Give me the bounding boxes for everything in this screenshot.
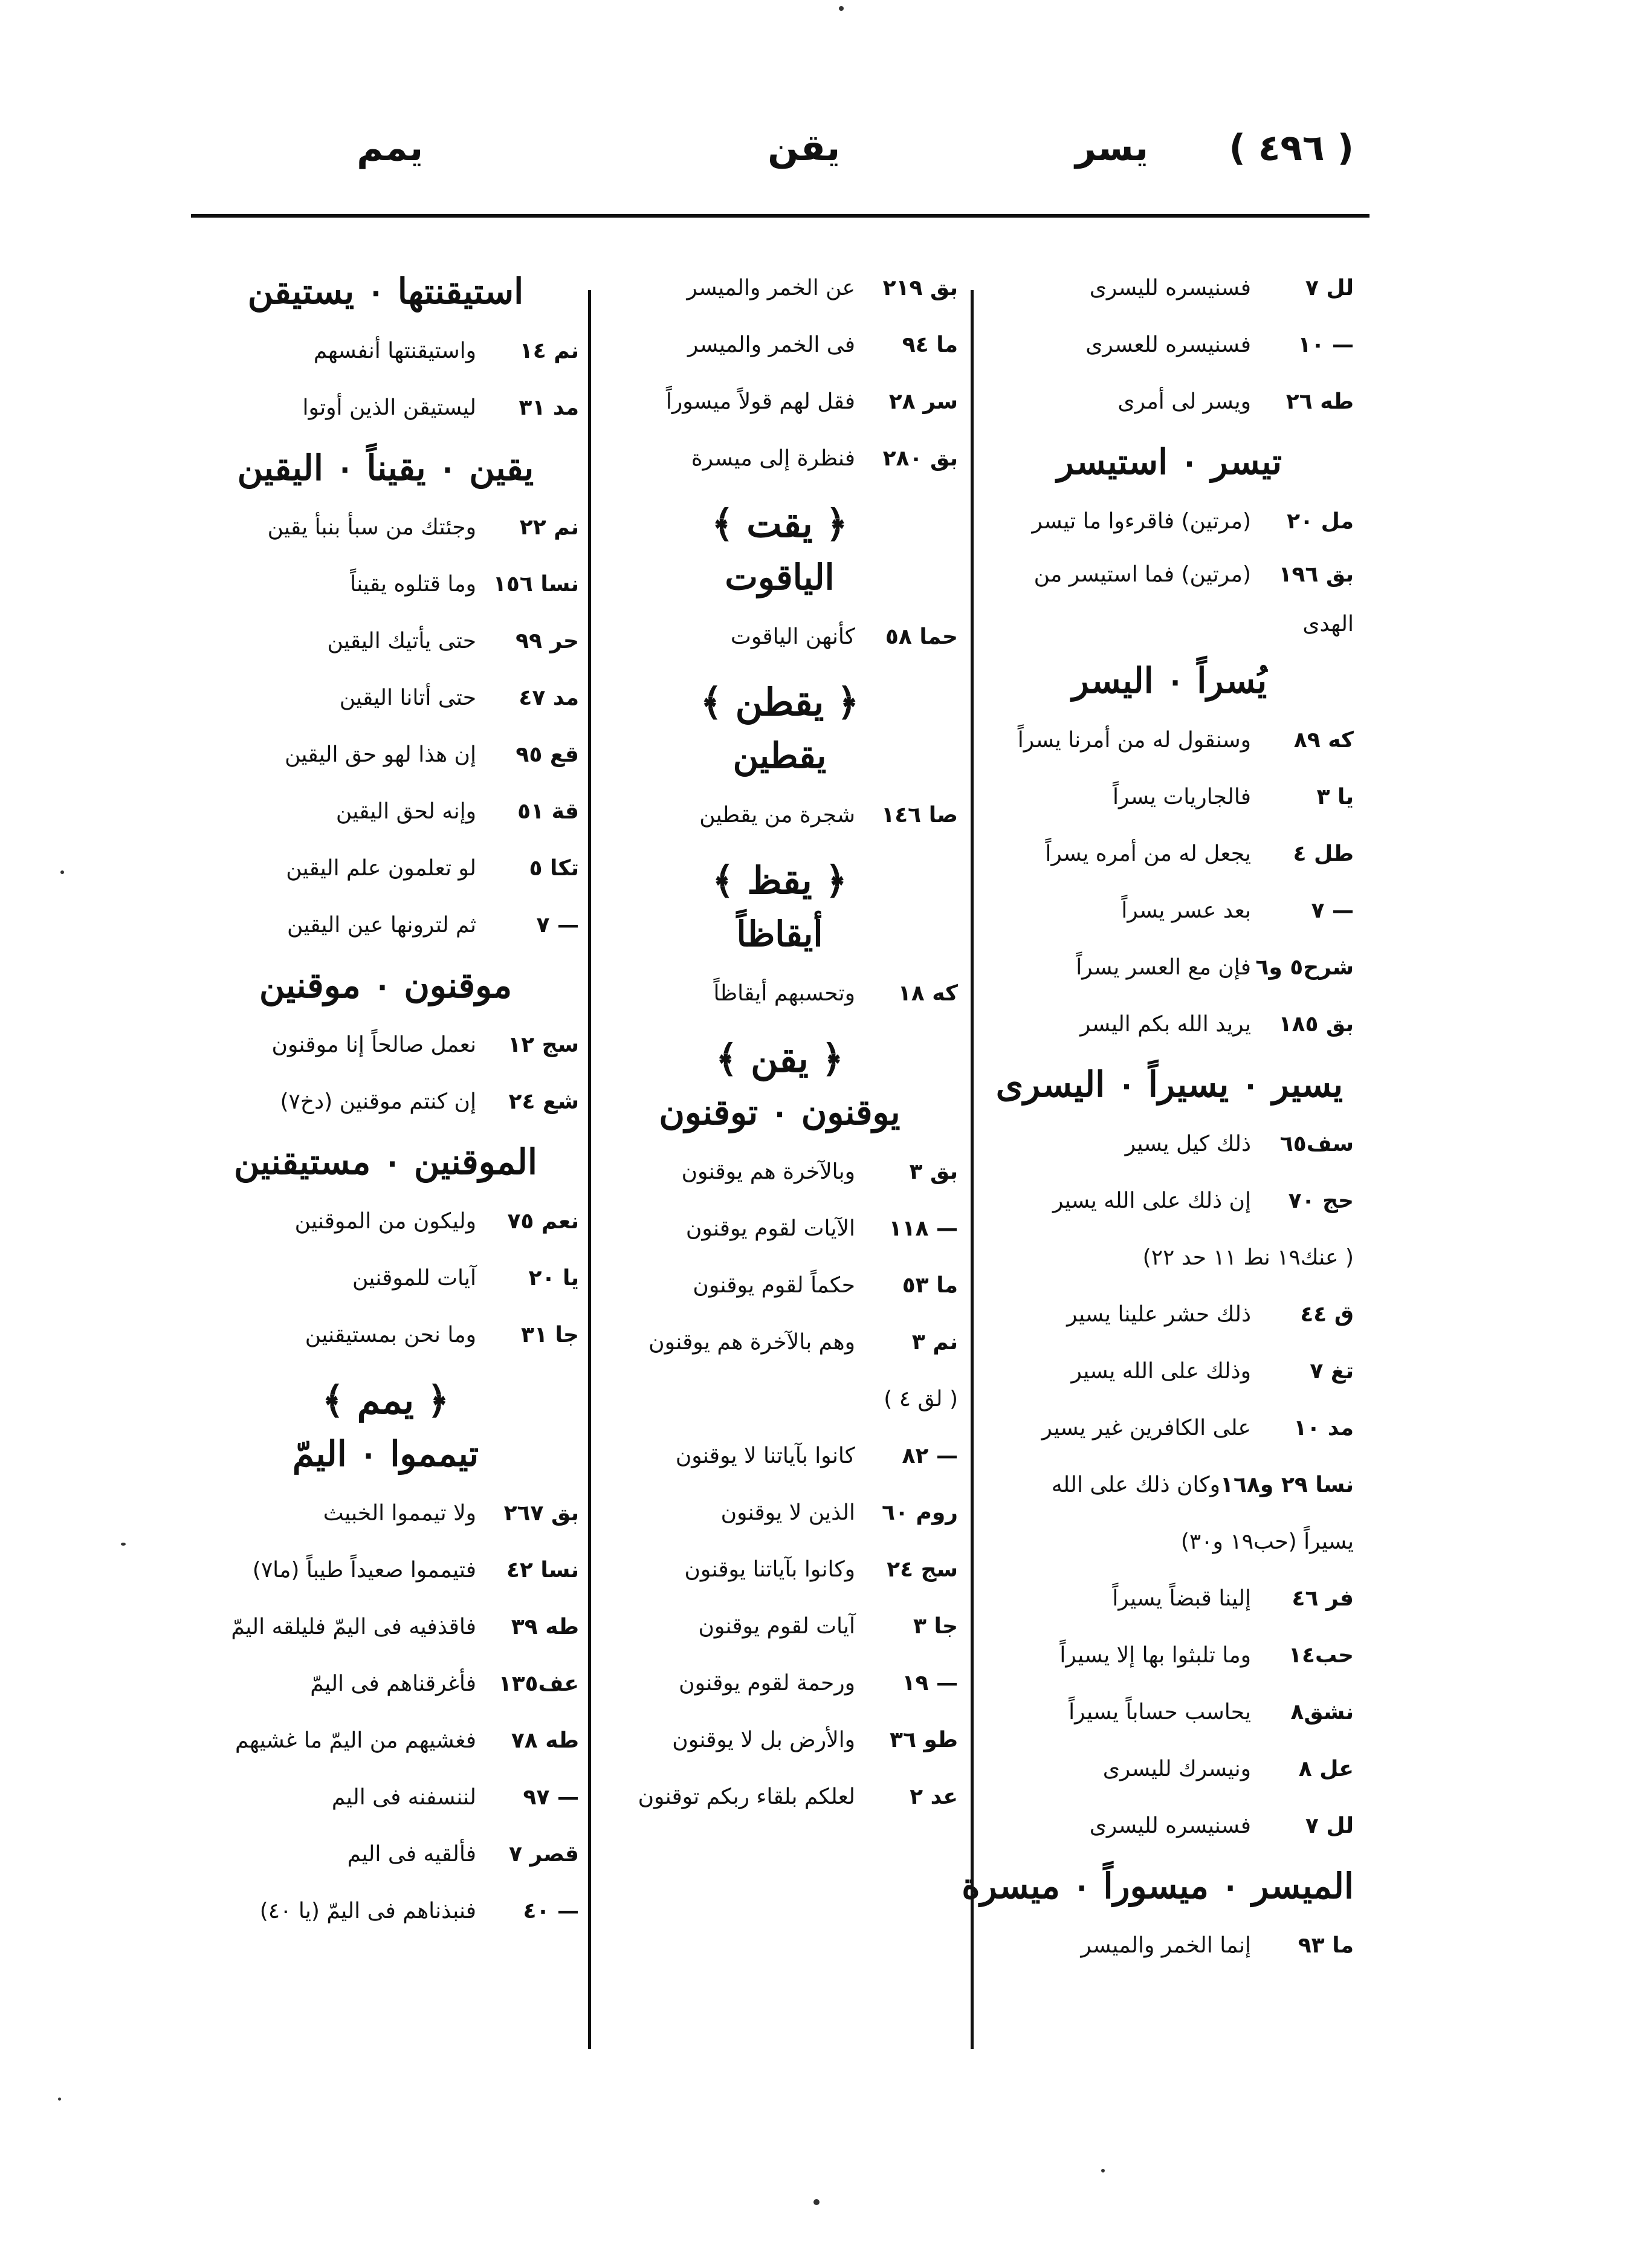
entry-ref: — ١٠ bbox=[1298, 332, 1354, 357]
entry bbox=[192, 897, 579, 954]
entry bbox=[601, 1485, 958, 1541]
entry-ref: طه ٢٦ bbox=[1285, 389, 1354, 414]
entry bbox=[601, 1712, 958, 1769]
entry-text: عن الخمر والميسر bbox=[687, 276, 855, 300]
entry bbox=[985, 1798, 1354, 1855]
entry bbox=[985, 1917, 1354, 1974]
entry-text: وتحسبهم أيقاظاً bbox=[713, 981, 855, 1006]
entry-text: فأغرقناهم فى اليمّ bbox=[310, 1671, 476, 1696]
entry-ref: جا ٣ bbox=[913, 1614, 958, 1639]
entry-text: ( عنك١٩ نط ١١ حد ٢٢) bbox=[1142, 1245, 1354, 1270]
scan-speck bbox=[58, 2098, 61, 2101]
entry-ref: ما ٩٤ bbox=[902, 332, 958, 357]
entry bbox=[985, 1116, 1354, 1173]
entry-continuation bbox=[985, 1230, 1354, 1286]
word-heading: تيمموا ٠ اليمّ bbox=[292, 1433, 479, 1474]
word-heading: استيقنتها ٠ يستيقن bbox=[247, 271, 524, 312]
entry-text: وليكون من الموقنين bbox=[294, 1209, 476, 1234]
scan-speck bbox=[1101, 2169, 1105, 2172]
entry-text: لو تعلمون علم اليقين bbox=[286, 856, 476, 881]
entry bbox=[192, 783, 579, 840]
root-heading: ﴿ يقطن ﴾ bbox=[700, 680, 859, 724]
entry-text: (مرتين) فما استيسر من الهدى bbox=[1033, 562, 1354, 637]
entry-ref: ما ٩٣ bbox=[1298, 1933, 1354, 1958]
entry bbox=[985, 996, 1354, 1053]
entry-text: وجئتك من سبأ بنبأ يقين bbox=[267, 515, 476, 540]
entry-ref: ق ٤٤ bbox=[1300, 1302, 1354, 1327]
entry-text: ونيسرك لليسرى bbox=[1102, 1757, 1251, 1781]
scan-speck bbox=[121, 1543, 126, 1546]
entry bbox=[601, 260, 958, 317]
entry-text: فالجاريات يسراً bbox=[1112, 785, 1251, 809]
entry-ref: قع ٩٥ bbox=[516, 742, 579, 767]
entry-text: إن كنتم موقنين (دخ٧) bbox=[280, 1089, 476, 1114]
entry-ref: نسا ٢٩ و١٦٨ bbox=[1220, 1473, 1354, 1497]
entry-ref: طو ٣٦ bbox=[890, 1728, 958, 1752]
entry-text: على الكافرين غير يسير bbox=[1041, 1416, 1251, 1440]
entry-ref: كه ١٨ bbox=[897, 981, 958, 1006]
entry bbox=[985, 1400, 1354, 1457]
entry-text: إلينا قبضاً يسيراً bbox=[1112, 1586, 1251, 1611]
entry bbox=[192, 1017, 579, 1074]
entry-ref: مل ٢٠ bbox=[1287, 509, 1354, 534]
entry bbox=[985, 1627, 1354, 1684]
entry-ref: لل ٧ bbox=[1305, 1813, 1354, 1838]
entry-ref: نسا ٤٢ bbox=[506, 1558, 579, 1583]
word-heading: يوقنون ٠ توقنون bbox=[659, 1092, 901, 1133]
entry-ref: عف١٣٥ bbox=[498, 1671, 579, 1696]
entry bbox=[985, 712, 1354, 769]
entry bbox=[601, 787, 958, 844]
entry bbox=[192, 1193, 579, 1250]
entry-text: فنظرة إلى ميسرة bbox=[691, 446, 855, 471]
entry-ref: بق ٣ bbox=[909, 1159, 958, 1184]
entry-text: ذلك حشر علينا يسير bbox=[1067, 1302, 1251, 1327]
entry-text: ولا تيمموا الخبيث bbox=[323, 1501, 476, 1526]
entry-ref: ﻟﻞ ٧ bbox=[1305, 276, 1354, 300]
entry-text: وذلك على الله يسير bbox=[1071, 1359, 1251, 1384]
word-heading: الميسر ٠ ميسوراً ٠ ميسرة bbox=[962, 1865, 1354, 1907]
root-heading: ﴿ يقت ﴾ bbox=[711, 502, 848, 546]
entry-text: يريد الله بكم اليسر bbox=[1080, 1012, 1251, 1037]
entry-text: فقل لهم قولاً ميسوراً bbox=[665, 389, 855, 414]
entry-ref: — ٨٢ bbox=[902, 1443, 958, 1468]
header-root-right: يسر bbox=[1075, 127, 1148, 169]
entry-text: وبالآخرة هم يوقنون bbox=[681, 1159, 855, 1184]
entry bbox=[985, 939, 1354, 996]
entry-text: فسنيسره لليسرى bbox=[1089, 276, 1251, 300]
entry bbox=[192, 1542, 579, 1599]
entry-ref: صا ١٤٦ bbox=[881, 803, 958, 828]
entry bbox=[192, 556, 579, 613]
entry-ref: سج ٢٤ bbox=[887, 1557, 958, 1582]
entry-text: آيات للموقنين bbox=[352, 1266, 476, 1291]
entry-text: ثم لترونها عين اليقين bbox=[286, 913, 476, 938]
entry-ref: سج ١٢ bbox=[508, 1032, 579, 1057]
entry-text: فسنيسره للعسرى bbox=[1085, 332, 1251, 357]
entry-text: حتى يأتيك اليقين bbox=[327, 629, 476, 653]
entry bbox=[985, 317, 1354, 374]
root-heading: ﴿ يقن ﴾ bbox=[716, 1037, 844, 1081]
entry-ref: — ٧ bbox=[1311, 898, 1354, 923]
entry-text: الذين لا يوقنون bbox=[720, 1500, 855, 1525]
entry bbox=[192, 1712, 579, 1769]
entry-text: بعد عسر يسراً bbox=[1121, 898, 1251, 923]
entry-ref: طه ٧٨ bbox=[511, 1728, 579, 1753]
entry bbox=[985, 260, 1354, 317]
entry bbox=[985, 493, 1354, 550]
entry-continuation bbox=[985, 1514, 1354, 1570]
entry-ref: روم ٦٠ bbox=[882, 1500, 958, 1525]
entry bbox=[192, 1599, 579, 1656]
entry-text: فاقذفيه فى اليمّ فليلقه اليمّ bbox=[231, 1615, 476, 1639]
entry-text: فى الخمر والميسر bbox=[688, 332, 855, 357]
entry-ref: بق ٢١٩ bbox=[882, 276, 958, 300]
entry-text: حتى أتانا اليقين bbox=[339, 685, 476, 710]
entry-ref: شرح٥ و٦ bbox=[1255, 955, 1354, 980]
entry-text: الآيات لقوم يوقنون bbox=[685, 1216, 855, 1241]
entry bbox=[601, 1428, 958, 1485]
entry-text: شجرة من يقطين bbox=[699, 803, 855, 828]
entry-text: وما تلبثوا بها إلا يسيراً bbox=[1059, 1643, 1251, 1668]
page-number: ( ٤٩٦ ) bbox=[1229, 127, 1354, 169]
column-divider bbox=[588, 290, 591, 2049]
entry bbox=[985, 1343, 1354, 1400]
entry bbox=[985, 826, 1354, 883]
entry bbox=[601, 1144, 958, 1200]
word-heading: يسير ٠ يسيراً ٠ اليسرى bbox=[995, 1064, 1344, 1105]
entry-text: يحاسب حساباً يسيراً bbox=[1069, 1700, 1251, 1725]
header-root-left: يمم bbox=[357, 127, 423, 169]
entry-ref: طه ٣٩ bbox=[511, 1615, 579, 1639]
entry bbox=[985, 550, 1354, 649]
entry-text: فإن مع العسر يسراً bbox=[1076, 955, 1251, 980]
column-divider bbox=[971, 290, 974, 2049]
entry bbox=[192, 840, 579, 897]
entry-ref: مد ١٠ bbox=[1293, 1416, 1354, 1440]
entry bbox=[192, 670, 579, 727]
entry-text: ذلك كيل يسير bbox=[1125, 1132, 1251, 1156]
entry bbox=[985, 1173, 1354, 1230]
entry bbox=[192, 499, 579, 556]
scan-speck bbox=[60, 870, 64, 874]
entry bbox=[601, 965, 958, 1022]
scan-speck bbox=[839, 6, 844, 11]
entry-text: وهم بالآخرة هم يوقنون bbox=[648, 1330, 855, 1355]
entry-ref: نم ٢٢ bbox=[519, 515, 579, 540]
entry-text: واستيقنتها أنفسهم bbox=[313, 339, 476, 363]
column-middle bbox=[601, 260, 958, 1826]
entry bbox=[601, 1314, 958, 1371]
header-rule bbox=[191, 214, 1369, 218]
entry-ref: سف٦٥ bbox=[1279, 1132, 1354, 1156]
entry-ref: بق ٢٨٠ bbox=[882, 446, 958, 471]
entry-ref: — ١١٨ bbox=[888, 1216, 958, 1241]
entry bbox=[601, 1200, 958, 1257]
entry-ref: قصر ٧ bbox=[509, 1842, 579, 1867]
entry-text: وكان ذلك على الله bbox=[1051, 1473, 1220, 1497]
header-root-middle: يقن bbox=[768, 127, 840, 169]
entry-text: وما نحن بمستيقنين bbox=[305, 1323, 476, 1347]
entry bbox=[601, 317, 958, 374]
entry-ref: عل ٨ bbox=[1298, 1757, 1354, 1781]
entry-text: كانوا بآياتنا لا يوقنون bbox=[675, 1443, 855, 1468]
entry-ref: بق ١٩٦ bbox=[1278, 562, 1354, 587]
entry bbox=[601, 609, 958, 666]
entry bbox=[601, 1769, 958, 1826]
entry-ref: حر ٩٩ bbox=[516, 629, 579, 653]
entry bbox=[192, 380, 579, 436]
entry-ref: كه ٨٩ bbox=[1293, 728, 1354, 753]
entry-ref: — ٤٠ bbox=[523, 1899, 579, 1923]
entry bbox=[985, 1741, 1354, 1798]
entry-ref: نعم ٧٥ bbox=[507, 1209, 579, 1234]
entry bbox=[601, 430, 958, 487]
entry-text: فغشيهم من اليمّ ما غشيهم bbox=[235, 1728, 476, 1753]
entry-text: وكانوا بآياتنا يوقنون bbox=[684, 1557, 855, 1582]
entry-ref: عد ٢ bbox=[910, 1784, 958, 1809]
entry-ref: نم ١٤ bbox=[519, 339, 579, 363]
entry-ref: يا ٣ bbox=[1316, 785, 1354, 809]
entry bbox=[192, 1826, 579, 1883]
entry-ref: سر ٢٨ bbox=[888, 389, 958, 414]
entry bbox=[192, 613, 579, 670]
entry bbox=[192, 323, 579, 380]
entry bbox=[985, 1457, 1354, 1514]
entry-text: يجعل له من أمره يسراً bbox=[1045, 841, 1251, 866]
entry bbox=[192, 1307, 579, 1364]
entry-ref: قة ٥١ bbox=[517, 799, 579, 824]
entry bbox=[601, 1598, 958, 1655]
entry-text: فنبذناهم فى اليمّ (يا ٤٠) bbox=[259, 1899, 476, 1923]
entry-ref: حما ٥٨ bbox=[885, 624, 958, 649]
entry-ref: مد ٤٧ bbox=[519, 685, 579, 710]
word-heading: يقطين bbox=[732, 735, 827, 776]
entry-text: فتيمموا صعيداً طيباً (ما٧) bbox=[252, 1558, 476, 1583]
entry-text: إن هذا لهو حق اليقين bbox=[285, 742, 476, 767]
entry-text: إنما الخمر والميسر bbox=[1081, 1933, 1251, 1958]
entry-ref: نم ٣ bbox=[911, 1330, 958, 1355]
entry bbox=[192, 1074, 579, 1130]
entry-text: كأنهن الياقوت bbox=[730, 624, 855, 649]
entry bbox=[985, 1286, 1354, 1343]
entry bbox=[985, 1684, 1354, 1741]
entry-text: وإنه لحق اليقين bbox=[335, 799, 476, 824]
entry-text: لعلكم بلقاء ربكم توقنون bbox=[638, 1784, 855, 1809]
entry-text: إن ذلك على الله يسير bbox=[1052, 1188, 1251, 1213]
entry-text: يسيراً (حب١٩ و٣٠) bbox=[1180, 1529, 1354, 1554]
word-heading: يقين ٠ يقيناً ٠ اليقين bbox=[237, 447, 534, 488]
word-heading: تيسر ٠ استيسر bbox=[1056, 441, 1282, 482]
column-left bbox=[192, 260, 579, 1940]
entry-text: ( لق ٤ ) bbox=[884, 1387, 958, 1411]
entry-text: ليستيقن الذين أوتوا bbox=[302, 395, 476, 420]
entry-ref: — ٩٧ bbox=[523, 1785, 579, 1810]
word-heading: الموقنين ٠ مستيقنين bbox=[233, 1141, 537, 1182]
word-heading: يُسراً ٠ اليسر bbox=[1072, 660, 1267, 701]
entry-ref: حج ٧٠ bbox=[1288, 1188, 1354, 1213]
page-header bbox=[193, 115, 1402, 187]
entry-ref: — ٧ bbox=[536, 913, 579, 938]
entry bbox=[601, 374, 958, 430]
entry-ref: نسا ١٥٦ bbox=[493, 572, 579, 597]
word-heading: الياقوت bbox=[725, 557, 835, 598]
entry-continuation bbox=[601, 1371, 958, 1428]
entry bbox=[985, 374, 1354, 430]
root-heading: ﴿ يقظ ﴾ bbox=[712, 858, 847, 902]
column-right bbox=[962, 260, 1354, 1974]
entry bbox=[192, 1250, 579, 1307]
entry bbox=[192, 1769, 579, 1826]
entry-text: نعمل صالحاً إنا موقنون bbox=[271, 1032, 476, 1057]
entry-ref: فر ٤٦ bbox=[1292, 1586, 1354, 1611]
entry bbox=[985, 769, 1354, 826]
entry-ref: ما ٥٣ bbox=[902, 1273, 958, 1298]
entry-text: فسنيسره لليسرى bbox=[1089, 1813, 1251, 1838]
entry-ref: نشق٨ bbox=[1290, 1700, 1354, 1725]
entry-ref: مد ٣١ bbox=[519, 395, 579, 420]
entry-text: (مرتين) فاقرءوا ما تيسر bbox=[1032, 509, 1251, 534]
entry-ref: تكا ٥ bbox=[529, 856, 579, 881]
entry bbox=[192, 1883, 579, 1940]
entry-text: والأرض بل لا يوقنون bbox=[672, 1728, 855, 1752]
entry-ref: شع ٢٤ bbox=[508, 1089, 579, 1114]
entry-text: وسنقول له من أمرنا يسراً bbox=[1017, 728, 1251, 753]
entry-ref: بق ٢٦٧ bbox=[503, 1501, 579, 1526]
entry-ref: جا ٣١ bbox=[521, 1323, 579, 1347]
entry bbox=[601, 1655, 958, 1712]
entry-ref: تغ ٧ bbox=[1310, 1359, 1354, 1384]
word-heading: موقنون ٠ موقنين bbox=[259, 965, 513, 1006]
entry bbox=[192, 1485, 579, 1542]
entry-text: ويسر لى أمرى bbox=[1117, 389, 1251, 414]
root-heading: ﴿ يمم ﴾ bbox=[322, 1378, 450, 1422]
entry bbox=[601, 1541, 958, 1598]
entry-ref: حب١٤ bbox=[1288, 1643, 1354, 1668]
entry bbox=[192, 727, 579, 783]
entry-ref: طل ٤ bbox=[1293, 841, 1354, 866]
scan-speck bbox=[813, 2199, 820, 2205]
entry-text: فألقيه فى اليم bbox=[347, 1842, 476, 1867]
entry-text: وما قتلوه يقيناً bbox=[350, 572, 476, 597]
entry bbox=[985, 1570, 1354, 1627]
entry-text: حكماً لقوم يوقنون bbox=[693, 1273, 855, 1298]
entry-text: آيات لقوم يوقنون bbox=[698, 1614, 855, 1639]
entry-ref: بق ١٨٥ bbox=[1278, 1012, 1354, 1037]
entry bbox=[192, 1656, 579, 1712]
entry-text: لننسفنه فى اليم bbox=[331, 1785, 476, 1810]
entry bbox=[985, 883, 1354, 939]
entry-ref: يا ٢٠ bbox=[528, 1266, 579, 1291]
word-heading: أيقاظاً bbox=[736, 913, 823, 954]
entry-text: ورحمة لقوم يوقنون bbox=[679, 1671, 855, 1696]
entry-ref: — ١٩ bbox=[902, 1671, 958, 1696]
entry bbox=[601, 1257, 958, 1314]
